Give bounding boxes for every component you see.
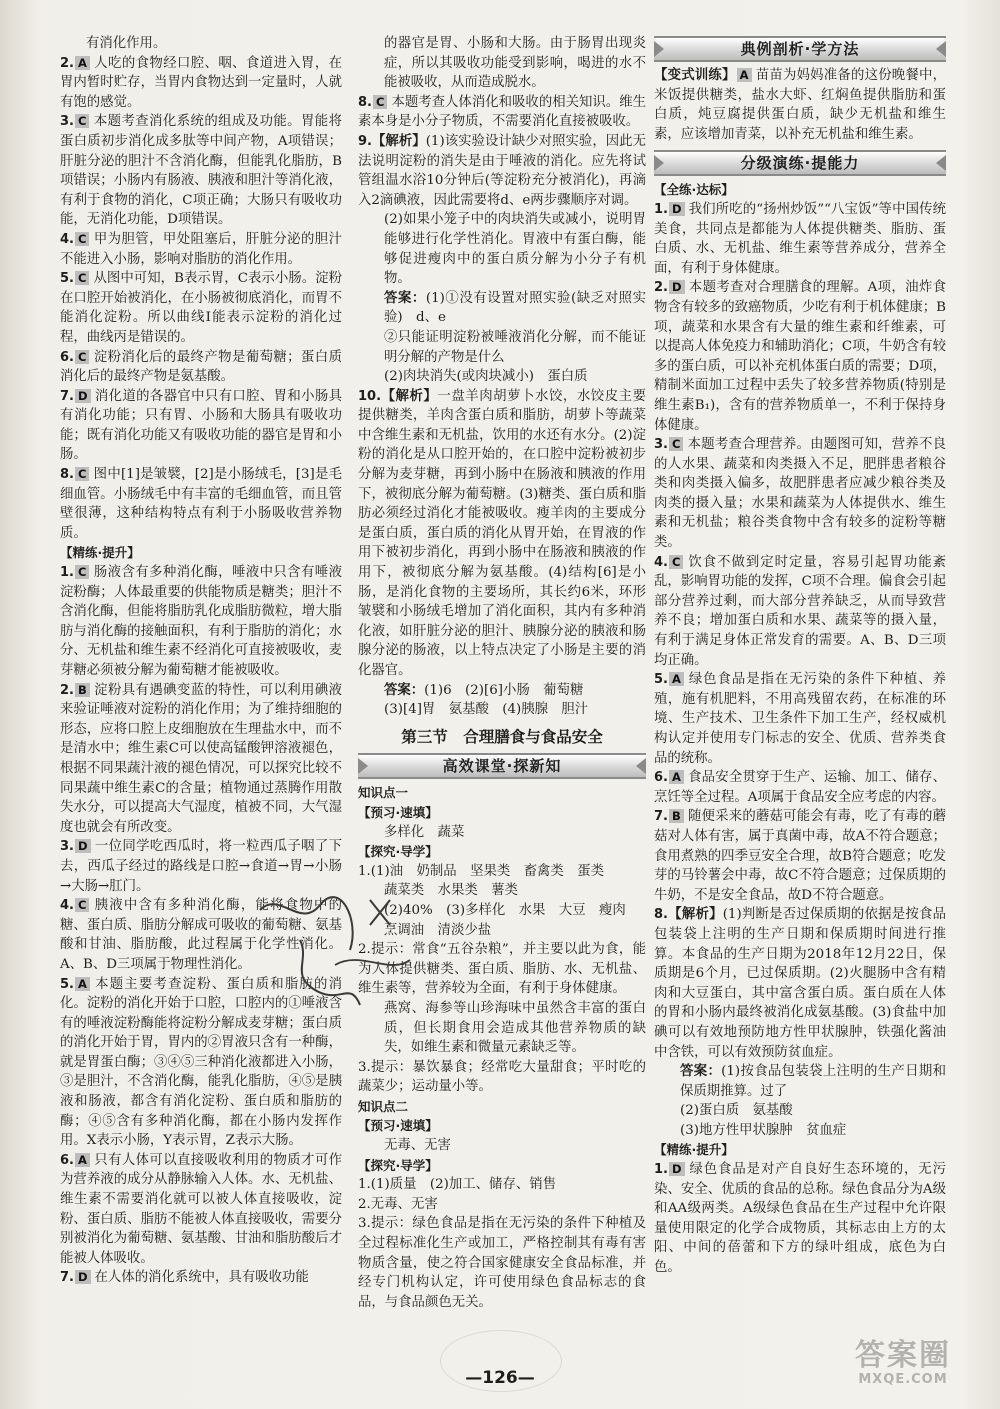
question-number: 8.	[358, 94, 372, 110]
question-text: 本题考查合理营养。由题图可知，营养不良的人水果、蔬菜和肉类摄入不足，肥胖患者粮谷类和肉类摄入偏多，故肥胖患者应减少粮谷类及肉类的摄入量；水果和蔬菜为人体提供水、维生素和无机盐；粮谷类食物中含有较多的淀粉等糖类。	[654, 437, 946, 551]
question-number: 1.	[654, 201, 668, 217]
guide-line: 1.(1)油 奶制品 坚果类 畜禽类 蛋类	[358, 863, 604, 879]
text-continuation: 的器官是胃、小肠和大肠。由于肠胃出现炎症，所以其吸收功能受到影响，喝进的水不能被吸收，从而造成脱水。	[384, 36, 646, 91]
question-item	[60, 54, 342, 113]
question-number: 2.	[60, 682, 74, 698]
question-text: 胰液中含有多种消化酶，能将食物中的糖、蛋白质、脂肪分解成可吸收的葡萄糖、氨基酸和甘油、脂肪酸，此过程属于化学性消化。A、B、D三项属于物理性消化。	[60, 898, 342, 972]
question-text: 本题主要考查淀粉、蛋白质和脂肪的消化。淀粉的消化开始于口腔，口腔内的①唾液含有的唾液淀粉酶能将淀粉分解成麦芽糖；蛋白质的消化开始于胃，胃内的②胃液只含有一种酶，就是胃蛋白酶；③④⑤三种消化液都进入小肠，③是胆汁，不含消化酶，能乳化脂肪，④⑤是胰液和肠液，都含有消化淀粉、蛋白质和脂肪的酶；④⑤含有多种消化酶，都在小肠内发挥作用。X表示小肠，Y表示胃，Z表示大肠。	[60, 976, 342, 1149]
question-number: 4.	[60, 898, 74, 914]
question-number: 2.	[60, 55, 74, 71]
tag-tanjiu: 【探究·导学】	[358, 1157, 438, 1173]
analysis-label: 【解析】	[371, 133, 426, 149]
question-item	[60, 348, 342, 387]
answer-box: C	[75, 565, 89, 579]
question-number: 4.	[654, 554, 668, 570]
question-text: 我们所吃的“扬州炒饭”“八宝饭”等中国传统美食，共同点是都能为人体提供糖类、脂肪、蛋白质、水、无机盐、维生素等营养成分，营养全面，有利于身体健康。	[654, 201, 946, 276]
answer-block	[358, 681, 646, 701]
tag-tanjiu: 【探究·导学】	[358, 844, 438, 860]
question-number: 7.	[60, 1270, 74, 1286]
analysis-label: 【解析】	[381, 388, 438, 404]
column-middle	[358, 34, 646, 1349]
question-text: 肠液含有多种消化酶，唾液中只含有唾液淀粉酶；人体最重要的供能物质是糖类；胆汁不含消化酶，但能将脂肪乳化成脂肪微粒，增大脂肪与消化酶的接触面积，有利于脂肪的消化；水分、无机盐和维生素不经消化可直接被吸收，麦芽糖必须被分解为葡萄糖才能被吸收。	[60, 565, 342, 678]
question-item	[358, 93, 646, 132]
tag-yuxi: 【预习·速填】	[358, 1118, 438, 1134]
guide-line: 燕窝、海参等山珍海味中虽然含丰富的蛋白质，但长期食用会造成其他营养物质的缺失，如维生素和微量元素缺乏等。	[384, 1000, 646, 1056]
question-number: 8.	[654, 907, 668, 923]
question-10	[358, 387, 646, 681]
fill-answer: 多样化 蔬菜	[384, 824, 465, 840]
guide-line: 2.提示：常食“五谷杂粮”，并主要以此为食，能为人体提供糖类、蛋白质、脂肪、水、无机盐、维生素等，营养较为全面，有利于身体健康。	[358, 942, 646, 997]
question-number: 8.	[60, 467, 74, 483]
question-text: 人吃的食物经口腔、咽、食道进入胃，在胃内暂时贮存，当胃内食物达到一定量时，人就有饱的感觉。	[60, 55, 342, 110]
answer-line: (1)6 (2)[6]小肠 葡萄糖	[424, 682, 584, 698]
question-number: 5.	[654, 672, 668, 688]
answer-line: ②只能证明淀粉被唾液消化分解，而不能证明分解的产物是什么	[384, 329, 646, 365]
question-item	[654, 553, 946, 671]
answer-line: (1)按食品包装袋上注明的生产日期和保质期推算。过了	[680, 1064, 946, 1099]
answer-block	[654, 1062, 946, 1101]
question-item	[654, 768, 946, 807]
question-number: 7.	[60, 388, 74, 404]
guide-line: 1.(1)质量 (2)加工、储存、销售	[358, 1177, 557, 1193]
question-text: 随便采来的蘑菇可能会有毒，吃了有毒的蘑菇对人体有害，属于真菌中毒，故A不符合题意；食用煮熟的四季豆安全合理，故B符合题意；吃发芽的马铃薯会中毒，故C不符合题意；过保质期的牛奶，不是安全食品，故D不符合题意。	[654, 809, 946, 903]
answer-box: A	[669, 770, 684, 784]
question-text: 淀粉具有遇碘变蓝的特性，可以利用碘液来验证唾液对淀粉的消化作用；为了维持细胞的形态，应将口腔上皮细胞放在生理盐水中，而不是清水中；维生素C可以使高锰酸钾溶液褪色，根据不同果蔬汁液的褪色情况，可以探究比较不同果蔬中维生素C的含量；植物通过蒸腾作用散失水分，可以提高大气湿度，植被不同，大气湿度也就会有所改变。	[60, 682, 342, 835]
question-number: 1.	[654, 1162, 668, 1178]
question-list	[358, 93, 646, 132]
guide-line: 烹调油 清淡少盐	[384, 922, 492, 938]
question-text: 淀粉消化后的最终产物是葡萄糖；蛋白质消化后的最终产物是氨基酸。	[60, 349, 342, 385]
answer-label: 答案：	[680, 1064, 722, 1080]
question-item	[60, 896, 342, 974]
question-item	[60, 230, 342, 269]
question-number: 2.	[654, 280, 668, 296]
answer-block	[358, 289, 646, 328]
question-text: 甲为胆管，甲处阻塞后，肝脏分泌的胆汁不能进入小肠，影响对脂肪的消化作用。	[60, 231, 342, 267]
answer-box: A	[75, 56, 90, 70]
question-number: 9.	[358, 133, 372, 149]
question-list	[654, 200, 946, 905]
guide-line: 2.无毒、无害	[358, 1196, 438, 1212]
answer-box: D	[75, 839, 91, 853]
guide-line: 蔬菜类 水果类 薯类	[384, 883, 518, 899]
guide-line: 3.提示：暴饮暴食；经常吃大量甜食；平时吃的蔬菜少；运动量小等。	[358, 1059, 646, 1095]
question-item	[60, 112, 342, 230]
answer-box: A	[737, 68, 752, 82]
question-9	[358, 132, 646, 210]
question-text: 在人体的消化系统中，具有吸收功能	[94, 1270, 309, 1286]
answer-line: (2)肉块消失(或肉块减小) 蛋白质	[384, 369, 588, 385]
watermark-site: MXQE.COM	[858, 1372, 948, 1387]
knowledge-point-1-title: 知识点一	[358, 785, 409, 801]
question-number: 7.	[654, 809, 668, 825]
watermark-logo: 答案圈	[855, 1338, 951, 1373]
banner-fenji: 分级演练·提能力	[654, 150, 946, 176]
guide-line: (2)40% (3)多样化 水果 大豆 瘦肉	[384, 902, 626, 918]
question-item	[654, 435, 946, 553]
fill-answer: 无毒、无害	[384, 1138, 451, 1154]
question-list	[60, 54, 342, 544]
question-text: 本题考查人体消化和吸收的相关知识。维生素本身是小分子物质，不需要消化直接被吸收。	[358, 94, 646, 130]
answer-box: D	[669, 1162, 685, 1176]
answer-box: C	[669, 555, 683, 569]
question-text: 从图中可知，B表示胃，C表示小肠。淀粉在口腔开始被消化，在小肠被彻底消化，而胃不能消化淀粉。所以曲线Ⅰ能表示淀粉的消化过程，曲线丙是错误的。	[60, 271, 342, 345]
variant-text: 苗苗为妈妈准备的这份晚餐中，米饭提供糖类，盐水大虾、红焖鱼提供脂肪和蛋白质，炖豆腐提供蛋白质，缺少无机盐和维生素，应该增加青菜，以补充无机盐和维生素。	[654, 68, 946, 142]
page-number: —126—	[465, 1368, 535, 1388]
text-continuation: 有消化作用。	[86, 36, 167, 51]
question-8	[654, 905, 946, 1062]
answer-label: 答案：	[384, 290, 426, 306]
question-text: 消化道的各器官中只有口腔、胃和小肠具有消化功能；只有胃、小肠和大肠具有吸收功能；既有消化功能又有吸收功能的器官是胃和小肠。	[60, 388, 342, 463]
answer-box: D	[75, 1270, 91, 1284]
question-text: 本题考查消化系统的组成及功能。胃能将蛋白质初步消化成多肽等中间产物，A项错误；肝脏分泌的胆汁不含消化酶，但能乳化脂肪，B项错误；小肠内有肠液、胰液和胆汁等消化液，有利于食物的消化，C项正确；大肠只有吸收功能，无消化功能，D项错误。	[60, 114, 342, 228]
answer-box: C	[75, 114, 89, 128]
banner-dianli: 典例剖析·学方法	[654, 36, 946, 62]
question-item	[60, 465, 342, 543]
answer-line: (1)①没有设置对照实验(缺乏对照实验) d、e	[384, 290, 646, 326]
answer-box: C	[75, 232, 89, 246]
answer-box: C	[75, 898, 89, 912]
answer-box: D	[669, 280, 685, 294]
answer-line: (2)蛋白质 氨基酸	[680, 1103, 793, 1119]
analysis-text: (1)判断是否过保质期的依据是按食品包装袋上注明的生产日期和保质期时间进行推算。本食品的生产日期为2018年12月22日，保质期是6个月，已过保质期。(2)火腿肠中含有精肉和大豆蛋白，其中富含蛋白质。蛋白质在人体的胃和小肠内最终被消化成氨基酸。(3)食盐中加碘可以有效地预防地方性甲状腺肿，铁强化酱油中含铁，可以有效预防贫血症。	[654, 907, 946, 1060]
question-number: 6.	[654, 770, 668, 786]
question-text: 一位同学吃西瓜时，将一粒西瓜子咽了下去，西瓜子经过的路线是口腔→食道→胃→小肠→大肠→肛门。	[60, 839, 342, 894]
guide-line: 3.提示：绿色食品是指在无污染的条件下种植及全过程标准化生产或加工，严格控制其有毒有害物质含量，使之符合国家健康安全食品标准，并经专门机构认定，许可使用绿色食品标志的食品，与食品颜色无关。	[358, 1216, 646, 1310]
question-item	[60, 837, 342, 896]
analysis-text: 一盘羊肉胡萝卜水饺，水饺皮主要提供糖类，羊肉含蛋白质和脂肪，胡萝卜等蔬菜中含维生素和无机盐，饮用的水还有水分。(2)淀粉的消化是从口腔开始的，在口腔中淀粉被初步分解为麦芽糖，再到小肠中在肠液和胰液的作用下，被彻底分解为葡萄糖。(3)糖类、蛋白质和脂肪必须经过消化才能被吸收。瘦羊肉的主要成分是蛋白质，蛋白质的消化从胃开始，在胃液的作用下被初步消化，再到小肠中在肠液和胰液的作用下，被彻底分解为氨基酸。(4)结构[6]是小肠，是消化食物的主要场所，其长约6米，环形皱襞和小肠绒毛增加了消化面积，其内有多种消化液，如肝脏分泌的胆汁、胰腺分泌的胰液和肠腺分泌的肠液，以上特点决定了小肠是主要的消化器官。	[358, 388, 646, 678]
question-text: 饮食不做到定时定量，容易引起胃功能紊乱，影响胃功能的发挥，C项不合理。偏食会引起部分营养过剩，而大部分营养缺乏，从而导致营养不良；增加蛋白质和水果、蔬菜等的摄入量，有利于满足身体正常发育的需要。A、B、D三项均正确。	[654, 554, 946, 668]
question-text: 绿色食品是指在无污染的条件下种植、养殖，施有机肥料，不用高残留农药，在标准的环境、生产技术、卫生条件下加工生产，经权威机构认定并使用专门标志的安全、优质、营养类食品的统称。	[654, 672, 946, 766]
question-number: 5.	[60, 271, 74, 287]
question-number: 3.	[60, 839, 74, 855]
answer-box: C	[75, 467, 89, 481]
question-text: 食品安全贯穿于生产、运输、加工、储存、烹饪等全过程。A项属于食品安全应考虑的内容。	[654, 770, 946, 805]
question-item	[654, 200, 946, 278]
question-number: 6.	[60, 1152, 74, 1168]
question-number: 4.	[60, 231, 74, 247]
question-number: 1.	[60, 565, 74, 581]
section-title: 第三节 合理膳食与食品安全	[401, 727, 603, 746]
answer-box: D	[75, 389, 91, 403]
answer-line: (3)地方性甲状腺肿 贫血症	[680, 1122, 847, 1138]
question-item	[654, 807, 946, 905]
answer-box: C	[75, 271, 89, 285]
answer-box: A	[75, 1153, 90, 1167]
question-list-2	[60, 563, 342, 1288]
analysis-text: (1)该实验设计缺少对照实验，因此无法说明淀粉的消失是由于唾液的消化。应先将试管组温水浴10分钟后(等淀粉充分被消化)，再滴入2滴碘液，因此需要将d、e两步骤顺序对调。	[358, 133, 646, 208]
question-item	[60, 563, 342, 681]
analysis-text-2: (2)如果小笼子中的肉块消失或减小，说明胃能够进行化学性消化。胃液中有蛋白酶，能够促进瘦肉中的蛋白质分解为小分子有机物。	[384, 212, 646, 287]
banner-gaoxiao: 高效课堂·探新知	[358, 753, 646, 779]
watermark	[828, 1340, 978, 1398]
answer-box: B	[75, 683, 90, 697]
answer-box: A	[75, 977, 90, 991]
question-item	[60, 387, 342, 465]
answer-box: C	[669, 437, 683, 451]
answer-box: C	[373, 95, 387, 109]
answer-box: B	[669, 809, 684, 823]
question-number: 6.	[60, 349, 74, 365]
question-item	[60, 975, 342, 1151]
knowledge-point-2-title: 知识点二	[358, 1098, 409, 1114]
answer-box: A	[669, 672, 684, 686]
question-number: 3.	[654, 437, 668, 453]
tag-jinglian: 【精练·提升】	[654, 1142, 734, 1158]
question-number: 3.	[60, 114, 74, 130]
question-number: 10.	[358, 388, 382, 404]
tag-bianshi: 【变式训练】	[654, 68, 736, 83]
question-text: 图中[1]是皱襞，[2]是小肠绒毛，[3]是毛细血管。小肠绒毛中有丰富的毛细血管，而且管壁很薄，这种结构特点有利于小肠吸收营养物质。	[60, 467, 342, 541]
answer-box: D	[669, 202, 685, 216]
question-item	[60, 681, 342, 838]
question-item	[60, 1151, 342, 1269]
question-item	[654, 1160, 946, 1278]
answer-box: C	[75, 350, 89, 364]
tag-jinglian: 【精练·提升】	[60, 545, 140, 561]
analysis-label: 【解析】	[667, 907, 723, 923]
question-item	[654, 670, 946, 768]
variant-training	[654, 66, 946, 144]
question-number: 5.	[60, 976, 74, 992]
tag-quanlian: 【全练·达标】	[654, 182, 734, 198]
question-text: 绿色食品是对产自良好生态环境的，无污染、安全、优质的食品的总称。绿色食品分为A级和AA级两类。A级绿色食品在生产过程中允许限量使用限定的化学合成物质，其标志由上方的太阳、中间的蓓蕾和下方的绿叶组成，底色为白色。	[654, 1162, 946, 1276]
answer-label: 答案：	[384, 682, 425, 698]
question-item	[654, 278, 946, 435]
question-text: 本题考查对合理膳食的理解。A项，油炸食物含有较多的致癌物质，少吃有利于机体健康；B项，蔬菜和水果含有大量的维生素和纤维素，可以提高人体免疫力和辅助消化；C项，牛奶含有较多的蛋白质，可以补充机体蛋白质的需要；D项，精制米面加工过程中丢失了较多营养物质(特别是维生素B₁)，含有的营养物质单一，不利于保持身体健康。	[654, 280, 946, 433]
question-item	[60, 1268, 342, 1288]
tag-yuxi: 【预习·速填】	[358, 804, 438, 820]
question-text: 只有人体可以直接吸收利用的物质才可作为营养液的成分从静脉输入人体。水、无机盐、维生素不需要消化就可以被人体直接吸收，淀粉、蛋白质、脂肪不能被人体直接吸收，需要分别被消化为葡萄糖、氨基酸、甘油和脂肪酸后才能被人体吸收。	[60, 1152, 342, 1266]
column-left	[60, 34, 342, 1349]
question-item	[60, 269, 342, 347]
column-right	[654, 34, 946, 1349]
answer-line: (3)[4]胃 氨基酸 (4)胰腺 胆汁	[384, 702, 589, 718]
